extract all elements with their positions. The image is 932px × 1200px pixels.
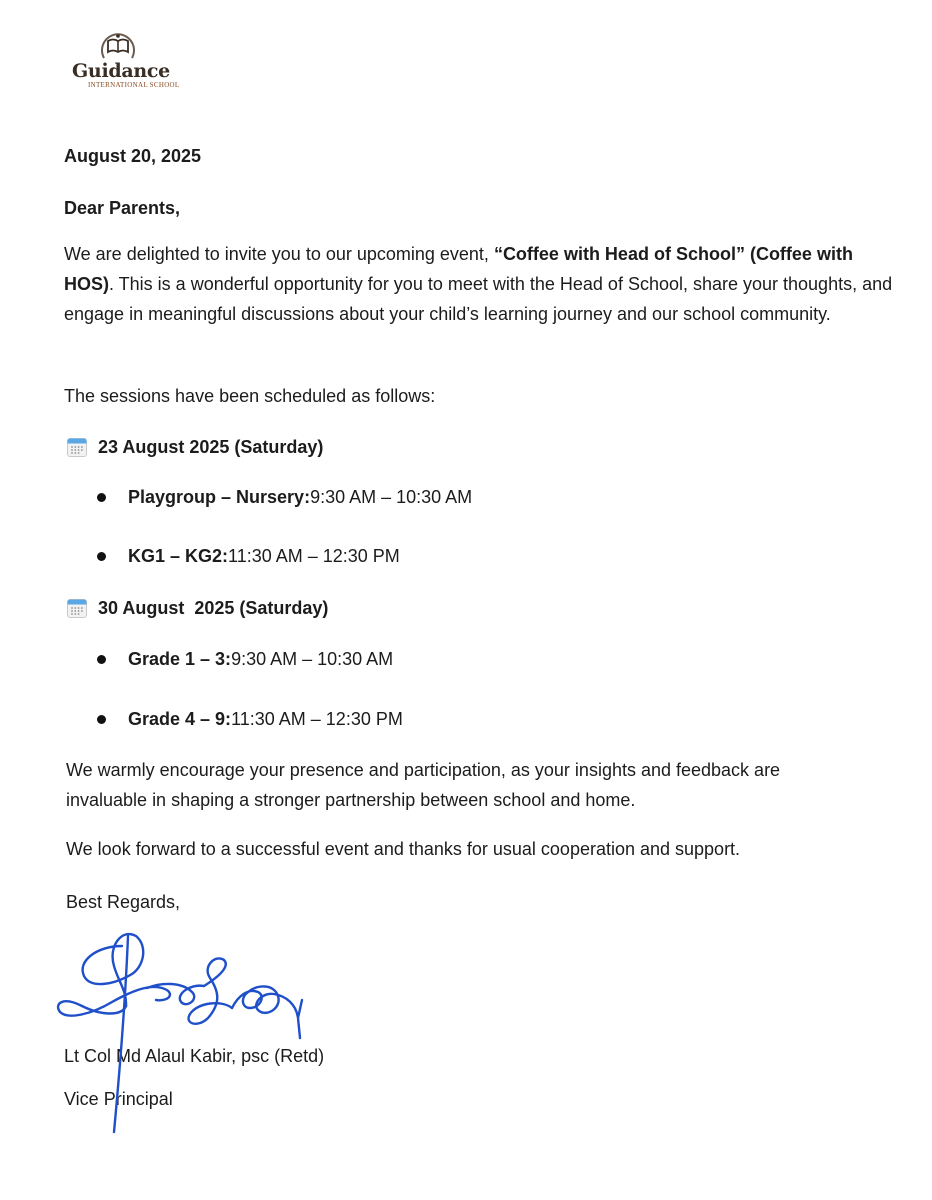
session-date: 23 August 2025 (Saturday) xyxy=(98,436,324,457)
session-date: 30 August 2025 (Saturday) xyxy=(98,597,329,618)
calendar-icon xyxy=(66,597,88,619)
bullet-icon xyxy=(97,493,106,502)
slot-label: Grade 1 – 3: xyxy=(128,648,232,669)
list-item xyxy=(97,543,400,569)
school-name: Guidance xyxy=(72,60,170,82)
closing-note: We look forward to a successful event and thanks for usual cooperation and support. xyxy=(66,839,741,859)
bullet-icon xyxy=(97,715,106,724)
intro-lead: We are delighted to invite you to our upcoming event, xyxy=(64,244,494,264)
school-logo xyxy=(66,28,180,90)
intro-rest: . This is a wonderful opportunity for you to meet with the Head of School, share your thoughts, and engage in meaningful discussions about your child’s learning journey and our school community. xyxy=(64,274,893,324)
session-date-row xyxy=(66,596,328,620)
event-name: “Coffee with Head of School” (Coffee with HOS) xyxy=(64,244,853,294)
slot-label: KG1 – KG2: xyxy=(128,545,229,566)
slot-label: Grade 4 – 9: xyxy=(128,708,232,729)
salutation: Dear Parents, xyxy=(64,198,181,218)
list-item xyxy=(97,706,403,732)
intro-paragraph xyxy=(64,239,894,329)
bullet-icon xyxy=(97,655,106,664)
encourage-paragraph: We warmly encourage your presence and participation, as your insights and feedback are invaluable in shaping a stronger partnership between school and home. xyxy=(66,760,781,810)
slot-time: 9:30 AM – 10:30 AM xyxy=(231,648,394,669)
list-item xyxy=(97,484,472,510)
slot-time: 9:30 AM – 10:30 AM xyxy=(310,486,473,507)
open-book-icon xyxy=(98,28,138,62)
bullet-icon xyxy=(97,552,106,561)
letter-date: August 20, 2025 xyxy=(64,146,202,166)
schedule-intro: The sessions have been scheduled as follows: xyxy=(64,386,436,406)
slot-time: 11:30 AM – 12:30 PM xyxy=(228,545,400,566)
calendar-icon xyxy=(66,436,88,458)
sign-off: Best Regards, xyxy=(66,892,181,912)
signatory-title: Vice Principal xyxy=(64,1089,173,1109)
list-item xyxy=(97,646,393,672)
signature xyxy=(52,926,325,1138)
slot-time: 11:30 AM – 12:30 PM xyxy=(231,708,403,729)
school-subtitle: INTERNATIONAL SCHOOL xyxy=(88,81,180,89)
signatory-name: Lt Col Md Alaul Kabir, psc (Retd) xyxy=(64,1046,325,1066)
session-date-row xyxy=(66,435,323,459)
slot-label: Playgroup – Nursery: xyxy=(128,486,311,507)
